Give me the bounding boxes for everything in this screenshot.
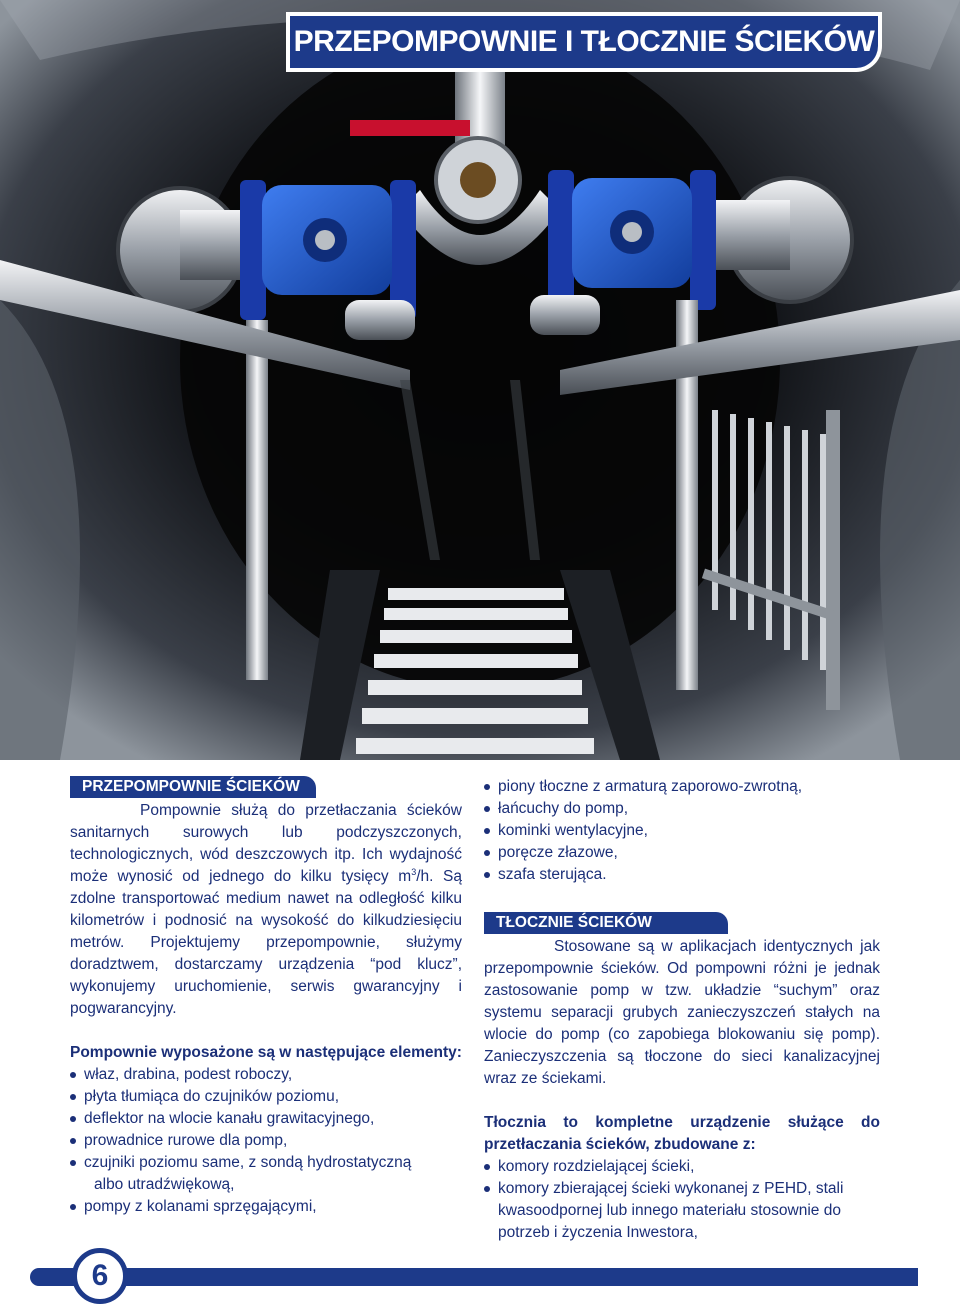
equipment-heading: Pompownie wyposażone są w następujące elementy: <box>70 1044 462 1061</box>
tlocznia-components-list <box>484 1156 880 1244</box>
list-item: czujniki poziomu same, z sondą hydrostatyczną <box>70 1152 462 1174</box>
list-item: komory zbierającej ścieki wykonanej z PEHD, stali kwasoodpornej lub innego materiału stosownie do potrzeb i życzenia Inwestora, <box>484 1178 880 1244</box>
equipment-list-2 <box>70 1196 462 1218</box>
tlocznia-definition: Tłocznia to kompletne urządzenie służące do przetłaczania ścieków, zbudowane z: <box>484 1114 880 1153</box>
section-heading-przepompownie: PRZEPOMPOWNIE ŚCIEKÓW <box>70 776 316 798</box>
title-bar <box>290 16 878 68</box>
page-number: 6 <box>72 1248 128 1304</box>
intro-paragraph: Pompownie służą do przetłaczania ścieków sanitarnych surowych lub podczyszczonych, technologicznych, wód deszczowych itp. Ich wydajność może wynosić od jednego do kilku tysięcy $m^3/h$. Są zdolne transportować medium nawet na odległość kilku kilometrów i podnosić na wysokość do kilkudziesięciu metrów. Projektujemy przepompownie, służymy doradztwem, dostarczamy urządzenia “pod klucz”, wykonujemy uruchomienie, serwis gwarancyjny i pogwarancyjny. <box>70 802 462 1017</box>
list-item: płyta tłumiąca do czujników poziomu, <box>70 1086 462 1108</box>
list-item: kominki wentylacyjne, <box>484 820 880 842</box>
list-item: szafa sterująca. <box>484 864 880 886</box>
list-item-continuation: albo utradźwiękową, <box>94 1176 235 1193</box>
page-title: PRZEPOMPOWNIE I TŁOCZNIE ŚCIEKÓW <box>293 25 875 58</box>
list-item: właz, drabina, podest roboczy, <box>70 1064 462 1086</box>
list-item: pompy z kolanami sprzęgającymi, <box>70 1196 462 1218</box>
list-item: deflektor na wlocie kanału grawitacyjnego, <box>70 1108 462 1130</box>
equipment-list <box>70 1064 462 1174</box>
left-column <box>70 776 462 1218</box>
list-item: prowadnice rurowe dla pomp, <box>70 1130 462 1152</box>
list-item: komory rozdzielającej ścieki, <box>484 1156 880 1178</box>
right-column <box>484 776 880 1244</box>
section-heading-tlocznie: TŁOCZNIE ŚCIEKÓW <box>484 912 728 934</box>
list-item: łańcuchy do pomp, <box>484 798 880 820</box>
footer-bar <box>30 1268 918 1286</box>
list-item: piony tłoczne z armaturą zaporowo-zwrotną, <box>484 776 880 798</box>
list-item: poręcze złazowe, <box>484 842 880 864</box>
tlocznie-paragraph: Stosowane są w aplikacjach identycznych jak przepompownie ścieków. Od pompowni różni je jednak zastosowanie pomp w tzw. układzie “suchym” oraz systemu separacji grubych zanieczyszczeń stałych na wlocie do pomp (co zapobiega blokowaniu się pomp). Zanieczyszczenia są tłoczone do sieci kanalizacyjnej wraz ze ściekami. <box>484 938 880 1087</box>
equipment-list-continued <box>484 776 880 886</box>
